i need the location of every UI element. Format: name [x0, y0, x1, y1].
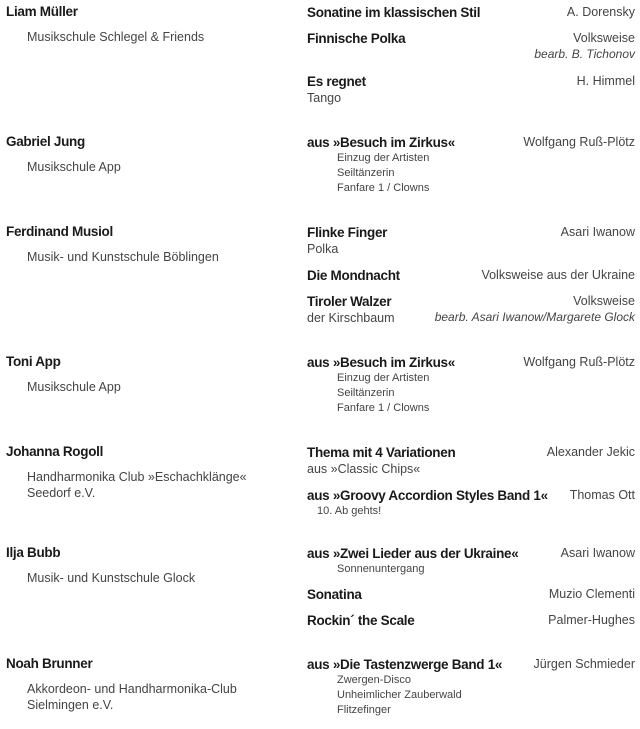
piece-movement: Zwergen-Disco: [337, 674, 411, 686]
piece-title: aus »Die Tastenzwerge Band 1«: [307, 657, 503, 672]
school-line: Akkordeon- und Handharmonika-Club: [27, 682, 237, 696]
piece-arranger: bearb. B. Tichonov: [534, 47, 635, 61]
piece-subtitle: aus »Classic Chips«: [307, 462, 421, 476]
school-name: [27, 681, 262, 713]
piece-composer: Palmer-Hughes: [548, 613, 635, 627]
piece: [307, 267, 635, 284]
school-name: [27, 29, 262, 45]
piece-list: [307, 354, 635, 416]
piece-movement: Seiltänzerin: [337, 387, 395, 399]
school-line: Musikschule App: [27, 160, 121, 174]
piece: [307, 612, 635, 629]
piece-title: aus »Besuch im Zirkus«: [307, 135, 455, 150]
piece-composer: H. Himmel: [576, 74, 635, 88]
piece-composer: A. Dorensky: [566, 5, 635, 19]
piece-title: Tiroler Walzer: [307, 294, 392, 309]
piece-list: [307, 134, 635, 196]
performer-name: Johanna Rogoll: [6, 444, 104, 459]
piece: [307, 545, 635, 577]
school-line: Seedorf e.V.: [27, 486, 96, 500]
piece-title: Thema mit 4 Variationen: [307, 445, 456, 460]
piece: [307, 224, 635, 258]
piece-subtitle: Polka: [307, 242, 339, 256]
piece-subtitle: Tango: [307, 91, 342, 105]
performer-name: Toni App: [6, 354, 61, 369]
piece-composer: Wolfgang Ruß-Plötz: [523, 135, 635, 149]
school-line: Handharmonika Club »Eschachklänge«: [27, 470, 247, 484]
piece: [307, 4, 635, 21]
performer-name: Noah Brunner: [6, 656, 93, 671]
piece-movement: Sonnenuntergang: [337, 563, 425, 575]
piece-movement: Einzug der Artisten: [337, 152, 430, 164]
piece-composer: Jürgen Schmieder: [533, 657, 635, 671]
piece-title: aus »Besuch im Zirkus«: [307, 355, 455, 370]
piece-movement: Seiltänzerin: [337, 167, 395, 179]
piece-movement: Einzug der Artisten: [337, 372, 430, 384]
piece-list: [307, 4, 635, 107]
piece-list: [307, 224, 635, 327]
piece-movement: Fanfare 1 / Clowns: [337, 182, 430, 194]
performer-name: Ilja Bubb: [6, 545, 61, 560]
school-line: Musikschule Schlegel & Friends: [27, 30, 205, 44]
piece-list: [307, 656, 635, 718]
piece-title: Rockin´ the Scale: [307, 613, 415, 628]
piece-arranger: bearb. Asari Iwanow/Margarete Glock: [434, 310, 635, 324]
school-name: [27, 379, 262, 395]
school-name: [27, 249, 262, 265]
piece-composer: Volksweise: [573, 31, 635, 45]
performer-name: Liam Müller: [6, 4, 78, 19]
piece-movement: Flitzefinger: [337, 704, 391, 716]
piece-title: aus »Zwei Lieder aus der Ukraine«: [307, 546, 519, 561]
piece-composer: Volksweise aus der Ukraine: [481, 268, 635, 282]
piece-title: Die Mondnacht: [307, 268, 400, 283]
piece-title: Sonatina: [307, 587, 362, 602]
piece-composer: Volksweise: [573, 294, 635, 308]
piece-title: Es regnet: [307, 74, 366, 89]
piece-composer: Asari Iwanow: [560, 546, 635, 560]
piece: [307, 134, 635, 196]
piece-list: [307, 545, 635, 629]
piece: [307, 73, 635, 107]
school-name: [27, 159, 262, 175]
school-line: Musikschule App: [27, 380, 121, 394]
school-line: Musik- und Kunstschule Böblingen: [27, 250, 219, 264]
piece-movement: 10. Ab gehts!: [317, 505, 382, 517]
piece: [307, 656, 635, 718]
piece: [307, 444, 635, 478]
piece: [307, 30, 635, 61]
piece-movement: Fanfare 1 / Clowns: [337, 402, 430, 414]
piece-title: aus »Groovy Accordion Styles Band 1«: [307, 488, 548, 503]
piece: [307, 354, 635, 416]
performer-name: Gabriel Jung: [6, 134, 85, 149]
piece-title: Flinke Finger: [307, 225, 388, 240]
piece-subtitle: der Kirschbaum: [307, 311, 395, 325]
performer-name: Ferdinand Musiol: [6, 224, 113, 239]
piece-composer: Alexander Jekic: [546, 445, 635, 459]
piece-title: Sonatine im klassischen Stil: [307, 5, 481, 20]
piece-composer: Muzio Clementi: [548, 587, 635, 601]
piece-composer: Wolfgang Ruß-Plötz: [523, 355, 635, 369]
piece: [307, 586, 635, 603]
piece-list: [307, 444, 635, 519]
piece-composer: Thomas Ott: [569, 488, 635, 502]
piece: [307, 293, 635, 327]
piece-composer: Asari Iwanow: [560, 225, 635, 239]
school-line: Sielmingen e.V.: [27, 698, 114, 712]
piece: [307, 487, 635, 519]
piece-movement: Unheimlicher Zauberwald: [337, 689, 462, 701]
school-line: Musik- und Kunstschule Glock: [27, 571, 196, 585]
school-name: [27, 469, 262, 501]
school-name: [27, 570, 262, 586]
piece-title: Finnische Polka: [307, 31, 406, 46]
